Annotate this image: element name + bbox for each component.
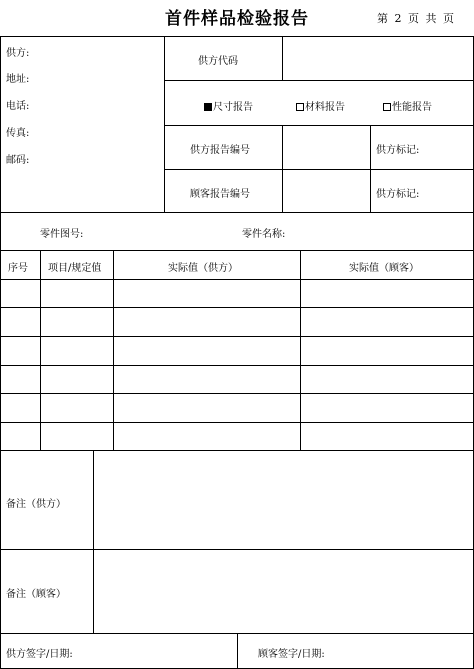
table-row[interactable] [1,280,473,309]
postcode-label: 邮码: [6,155,30,166]
remarks-customer-label: 备注（顾客） [6,589,66,600]
table-row[interactable] [1,423,473,452]
divider [237,633,238,669]
address-label: 地址: [6,74,30,85]
checkbox-icon[interactable] [383,103,391,111]
supplier-mark-label: 供方标记: [376,189,420,200]
table-header-actual-supplier: 实际值（供方） [168,263,238,274]
table-header-item: 项目/规定值 [48,263,102,274]
divider [370,125,371,213]
remarks-customer-field[interactable] [95,550,472,633]
table-row[interactable] [1,394,473,423]
page-info: 第 2 页 共 页 [377,12,454,25]
supplier-signature-label: 供方签字/日期: [6,649,73,660]
report-type-dimension[interactable] [204,98,253,113]
report-type-label: 材料报告 [305,102,345,113]
fax-label: 传真: [6,128,30,139]
table-row[interactable] [1,366,473,395]
table-row[interactable] [1,337,473,366]
checkbox-checked-icon[interactable] [204,103,212,111]
report-type-performance[interactable] [383,98,432,113]
phone-label: 电话: [6,101,30,112]
divider [164,125,474,126]
divider [164,169,474,170]
table-header-actual-customer: 实际值（顾客） [349,263,419,274]
remarks-supplier-label: 备注（供方） [6,499,66,510]
supplier-report-no-label: 供方报告编号 [190,145,250,156]
divider [0,212,474,213]
supplier-mark-label: 供方标记: [376,145,420,156]
report-type-label: 尺寸报告 [213,102,253,113]
divider [93,450,94,634]
divider [0,250,474,251]
divider [282,36,283,80]
report-title: 首件样品检验报告 [165,9,309,29]
divider [282,125,283,213]
report-type-label: 性能报告 [392,102,432,113]
supplier-code-label: 供方代码 [198,56,238,67]
divider [164,80,474,81]
checkbox-icon[interactable] [296,103,304,111]
part-name-label: 零件名称: [242,229,286,240]
customer-signature-label: 顾客签字/日期: [258,649,325,660]
report-type-material[interactable] [296,98,345,113]
supplier-label: 供方: [6,48,30,59]
customer-report-no-label: 顾客报告编号 [190,189,250,200]
table-row[interactable] [1,308,473,337]
part-drawing-no-label: 零件图号: [40,229,84,240]
remarks-supplier-field[interactable] [95,451,472,549]
table-header-seq: 序号 [8,263,28,274]
